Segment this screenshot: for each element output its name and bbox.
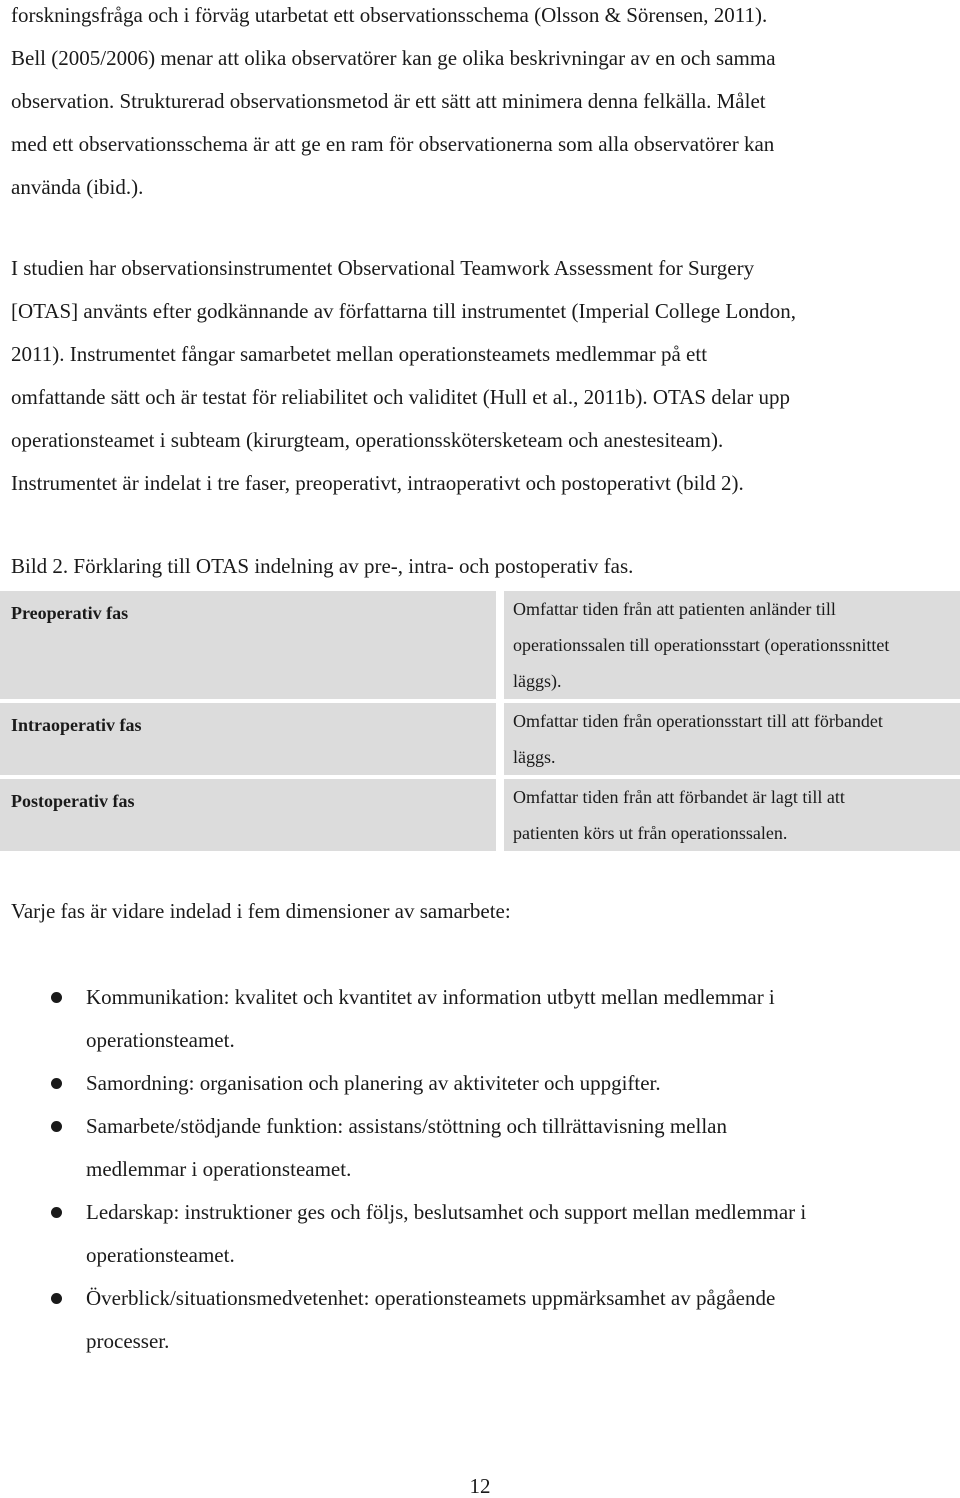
figure-caption: Bild 2. Förklaring till OTAS indelning av pre-, intra- och postoperativ fas. bbox=[11, 554, 634, 578]
bullet-icon bbox=[51, 992, 62, 1003]
text-line: forskningsfråga och i förväg utarbetat ett observationsschema (Olsson & Sörensen, 2011). bbox=[11, 3, 768, 27]
bullet-icon bbox=[51, 1207, 62, 1218]
list-item bbox=[0, 1105, 960, 1191]
dimensions-list bbox=[0, 976, 960, 1363]
text-line: Instrumentet är indelat i tre faser, preoperativt, intraoperativt och postoperativt (bild 2). bbox=[11, 471, 744, 495]
text-line: Samarbete/stödjande funktion: assistans/stöttning och tillrättavisning mellan bbox=[86, 1114, 727, 1138]
bullet-icon bbox=[51, 1293, 62, 1304]
text-line: observation. Strukturerad observationsmetod är ett sätt att minimera denna felkälla. Målet bbox=[11, 89, 766, 113]
otas-phase-table bbox=[0, 587, 960, 855]
text-line: 2011). Instrumentet fångar samarbetet mellan operationsteamets medlemmar på ett bbox=[11, 342, 708, 366]
text-line: Omfattar tiden från att förbandet är lagt till att bbox=[513, 787, 845, 807]
bullet-icon bbox=[51, 1121, 62, 1132]
dimensions-intro: Varje fas är vidare indelad i fem dimensioner av samarbete: bbox=[11, 899, 511, 923]
text-line: operationsteamet. bbox=[86, 1243, 235, 1267]
bullet-icon bbox=[51, 1078, 62, 1089]
text-line: läggs). bbox=[513, 671, 562, 691]
text-line: medlemmar i operationsteamet. bbox=[86, 1157, 352, 1181]
list-item bbox=[0, 976, 960, 1062]
text-line: Ledarskap: instruktioner ges och följs, beslutsamhet och support mellan medlemmar i bbox=[86, 1200, 807, 1224]
text-line: processer. bbox=[86, 1329, 170, 1353]
text-line: Bell (2005/2006) menar att olika observatörer kan ge olika beskrivningar av en och samma bbox=[11, 46, 776, 70]
text-line: Omfattar tiden från operationsstart till att förbandet bbox=[513, 711, 883, 731]
description-cell bbox=[504, 703, 960, 775]
text-line: operationsteamet. bbox=[86, 1028, 235, 1052]
page-number: 12 bbox=[469, 1474, 491, 1498]
text-line: operationsteamet i subteam (kirurgteam, operationsskötersketeam och anestesiteam). bbox=[11, 428, 724, 452]
table-row bbox=[0, 591, 960, 699]
text-line: Samordning: organisation och planering av aktiviteter och uppgifter. bbox=[86, 1071, 661, 1095]
text-line: använda (ibid.). bbox=[11, 175, 144, 199]
text-line: omfattande sätt och är testat för reliabilitet och validitet (Hull et al., 2011b). OTAS delar upp bbox=[11, 385, 790, 409]
phase-cell: Intraoperativ fas bbox=[0, 703, 496, 775]
text-line: läggs. bbox=[513, 747, 556, 767]
text-line: Omfattar tiden från att patienten anländer till bbox=[513, 599, 836, 619]
text-line: operationssalen till operationsstart (operationssnittet bbox=[513, 635, 890, 655]
list-item bbox=[0, 1277, 960, 1363]
text-line: Överblick/situationsmedvetenhet: operationsteamets uppmärksamhet av pågående bbox=[86, 1286, 776, 1310]
paragraph-otas bbox=[11, 247, 951, 505]
description-cell bbox=[504, 591, 960, 699]
phase-cell: Preoperativ fas bbox=[0, 591, 496, 699]
phase-cell: Postoperativ fas bbox=[0, 779, 496, 851]
list-item bbox=[0, 1062, 960, 1105]
list-item bbox=[0, 1191, 960, 1277]
text-line: patienten körs ut från operationssalen. bbox=[513, 823, 788, 843]
description-cell bbox=[504, 779, 960, 851]
text-line: [OTAS] använts efter godkännande av författarna till instrumentet (Imperial College London, bbox=[11, 299, 796, 323]
text-line: med ett observationsschema är att ge en ram för observationerna som alla observatörer kan bbox=[11, 132, 775, 156]
paragraph-observation-method bbox=[11, 0, 951, 209]
text-line: Kommunikation: kvalitet och kvantitet av information utbytt mellan medlemmar i bbox=[86, 985, 775, 1009]
table-row bbox=[0, 779, 960, 851]
text-line: I studien har observationsinstrumentet Observational Teamwork Assessment for Surgery bbox=[11, 256, 755, 280]
table-row bbox=[0, 703, 960, 775]
